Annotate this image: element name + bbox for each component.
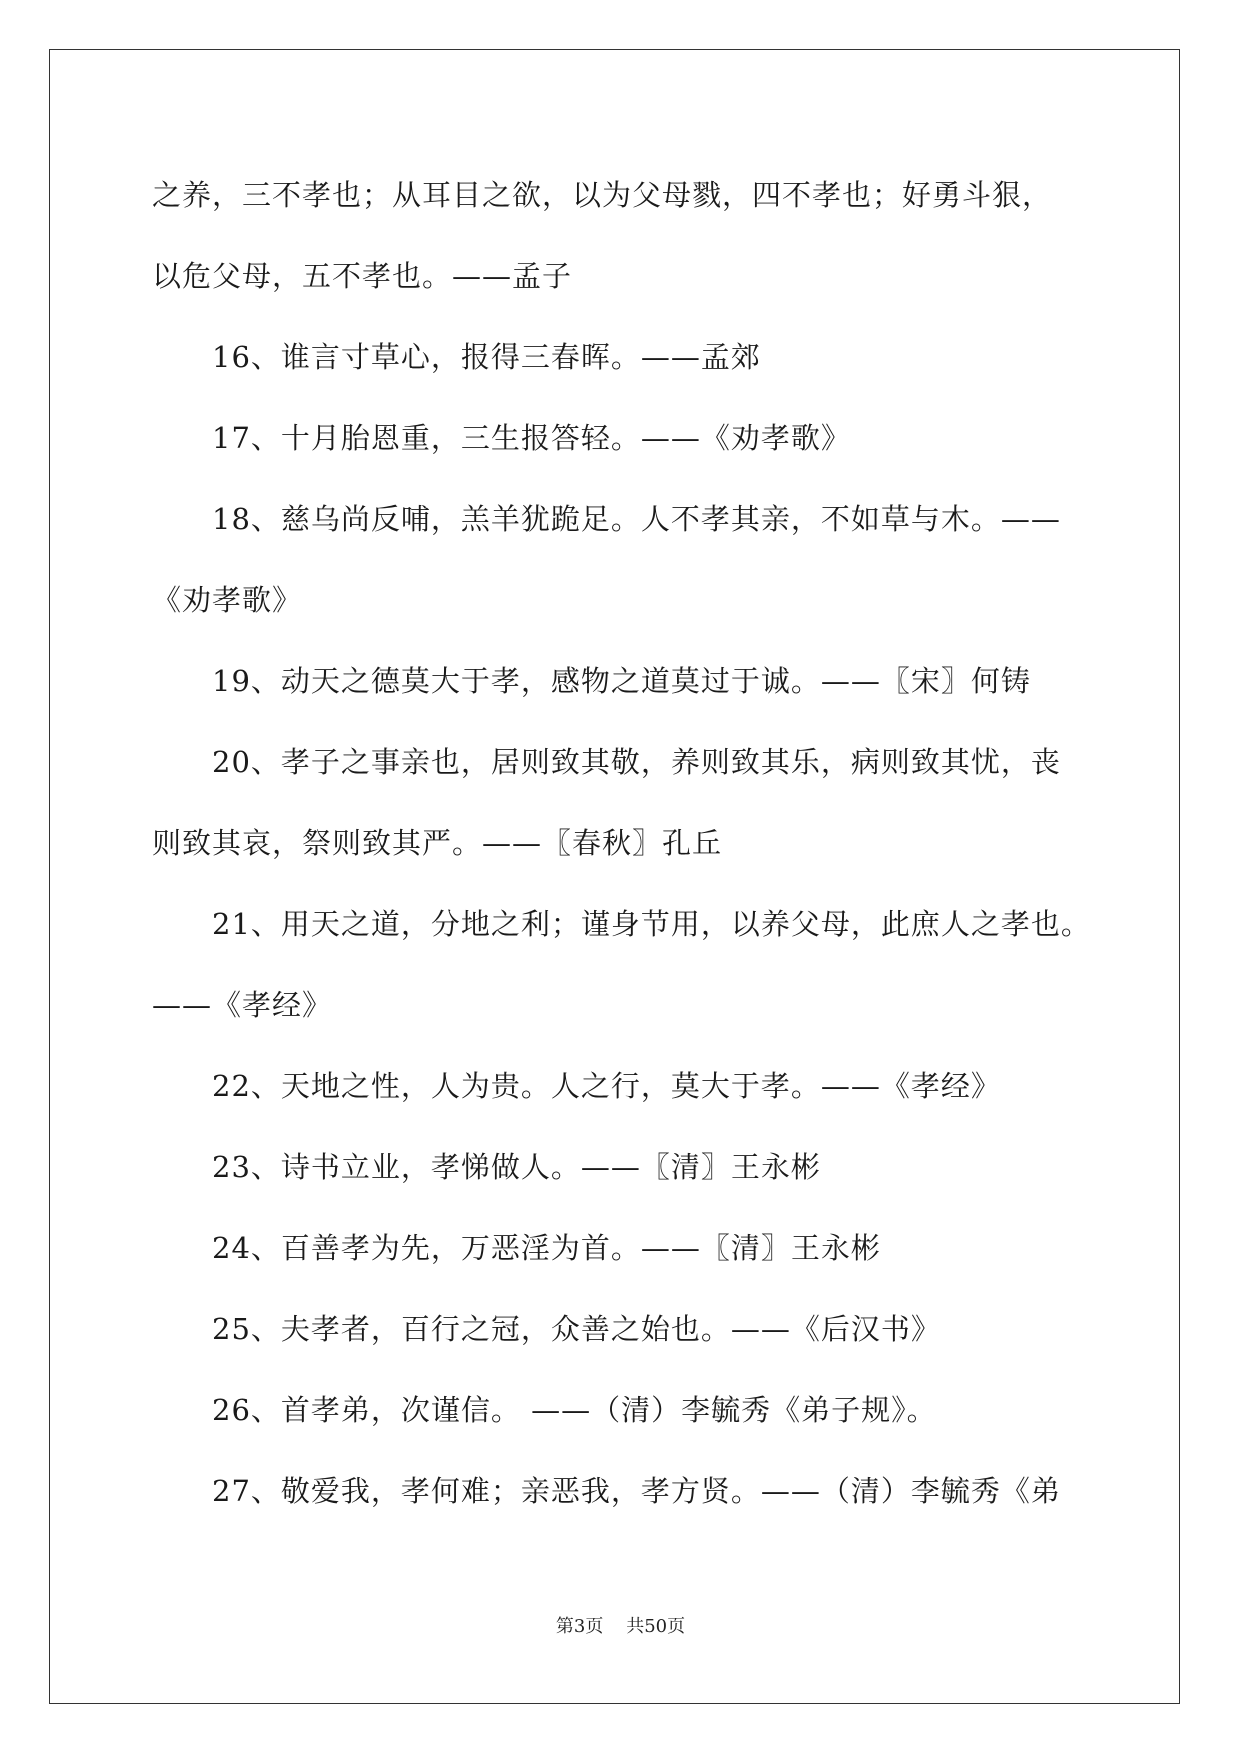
quote-26: 26、首孝弟，次谨信。 ——（清）李毓秀《弟子规》。 <box>212 1393 937 1427</box>
quote-22: 22、天地之性，人为贵。人之行，莫大于孝。——《孝经》 <box>212 1069 1001 1103</box>
quote-19: 19、动天之德莫大于孝，感物之道莫过于诚。——〖宋〗何铸 <box>212 664 1031 698</box>
quote-20: 20、孝子之事亲也，居则致其敬，养则致其乐，病则致其忧，丧 <box>212 745 1061 779</box>
quote-24: 24、百善孝为先，万恶淫为首。——〖清〗王永彬 <box>212 1231 881 1265</box>
document-body <box>152 155 1112 1532</box>
text-line: 《劝孝歌》 <box>152 583 303 617</box>
quote-18: 18、慈乌尚反哺，羔羊犹跪足。人不孝其亲，不如草与木。—— <box>212 502 1061 536</box>
quote-21: 21、用天之道，分地之利；谨身节用，以养父母，此庶人之孝也。 <box>212 907 1091 941</box>
quote-16: 16、谁言寸草心，报得三春晖。——孟郊 <box>212 340 761 374</box>
text-line: 以危父母，五不孝也。——孟子 <box>152 259 573 293</box>
quote-27: 27、敬爱我，孝何难；亲恶我，孝方贤。——（清）李毓秀《弟 <box>212 1474 1061 1508</box>
text-line: ——《孝经》 <box>152 988 333 1022</box>
quote-17: 17、十月胎恩重，三生报答轻。——《劝孝歌》 <box>212 421 851 455</box>
quote-25: 25、夫孝者，百行之冠，众善之始也。——《后汉书》 <box>212 1312 941 1346</box>
text-line: 之养，三不孝也；从耳目之欲，以为父母戮，四不孝也；好勇斗狠， <box>152 178 1053 212</box>
quote-23: 23、诗书立业，孝悌做人。——〖清〗王永彬 <box>212 1150 821 1184</box>
page-number-footer: 第3页 共50页 <box>555 1616 686 1637</box>
text-line: 则致其哀，祭则致其严。——〖春秋〗孔丘 <box>152 826 723 860</box>
